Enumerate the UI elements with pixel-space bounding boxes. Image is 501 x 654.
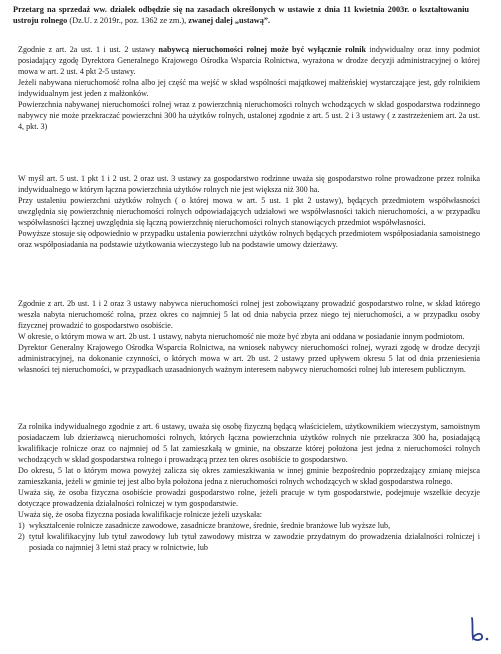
list-item <box>18 531 480 553</box>
paragraph: Przy ustaleniu powierzchni użytków rolnych ( o której mowa w art. 5 ust. 1 pkt 2 ustawy), będących przedmiotem współwłasności uwzględnia się powierzchnię nieruchomości rolnych odpowiadających udziałowi we współwłasności takich nieruchomości, a w przypadku współwłasności łącznej uwzględnia się łączną powierzchnię nieruchomości rolnych stanowiących przedmiot współwłasności. <box>18 196 480 227</box>
text-run: indywidualny oraz inny podmiot posiadający zgodę Dyrektora Generalnego Krajowego Ośrodka Wsparcia Rolnictwa, wyrażona w drodze decyzji administracyjnej o której mowa w art. 2 ust. 4 pkt 2-5 ustawy. <box>18 45 480 76</box>
qualifications-list <box>18 520 480 553</box>
paragraph: Uważa się, że osoba fizyczna osobiście prowadzi gospodarstwo rolne, jeżeli pracuje w tym gospodarstwie, podejmuje wszelkie decyzje dotyczące prowadzenia działalności rolniczej w tym gospodarstwie. <box>18 488 480 508</box>
paragraph: Za rolnika indywidualnego zgodnie z art. 6 ustawy, uważa się osobę fizyczną będącą właścicielem, użytkownikiem wieczystym, samoistnym posiadaczem lub dzierżawcą nieruchomości rolnych, których łączna powierzchnia użytków rolnych nie przekracza 300 ha, posiadającą kwalifikacje rolnicze oraz co najmniej od 5 lat zamieszkałą w gminie, na obszarze której położona jest jedna z nieruchomości rolnych wchodzących w skład gospodarstwa rolnego i prowadzącą przez ten okres osobiście to gospodarstwo. <box>18 422 480 464</box>
list-text: tytuł kwalifikacyjny lub tytuł zawodowy lub tytuł zawodowy mistrza w zawodzie przydatnym do prowadzenia działalności rolniczej i posiada co najmniej 3 letni staż pracy w rolnictwie, lub <box>29 532 480 552</box>
paragraph: W myśl art. 5 ust. 1 pkt 1 i 2 ust. 2 oraz ust. 3 ustawy za gospodarstwo rodzinne uważa się gospodarstwo rolne prowadzone przez rolnika indywidualnego w którym łączna powierzchnia użytków rolnych nie jest większa niż 300 ha. <box>18 174 480 194</box>
list-number: 1) <box>18 521 25 530</box>
paragraph: Jeżeli nabywana nieruchomość rolna albo jej część ma wejść w skład wspólności majątkowej małżeńskiej wystarczające jest, gdy rolnikiem indywidualnym jest jeden z małżonków. <box>18 78 480 98</box>
section-family-farm <box>18 173 480 250</box>
intro-text-c: zwanej dalej „ustawą”. <box>188 16 271 25</box>
paragraph: Do okresu, 5 lat o którym mowa powyżej zalicza się okres zamieszkiwania w innej gminie bezpośrednio poprzedzający zmianę miejsca zamieszkania, jeżeli w gminie tej jest albo była położona jedna z nieruchomości rolnych wchodzących w skład gospodarstwa rolnego. <box>18 466 480 486</box>
section-obligations <box>18 298 480 375</box>
paragraph: Powierzchnia nabywanej nieruchomości rolnej wraz z powierzchnią nieruchomości rolnych wchodzących w skład gospodarstwa rodzinnego nabywcy nie może przekraczać powierzchni 300 ha użytków rolnych, ustalonej zgodnie z art. 5 ust. 2 i 3 ustawy ( z zastrzeżeniem art. 2a ust. 4, pkt. 3) <box>18 100 480 131</box>
paragraph: Zgodnie z art. 2b ust. 1 i 2 oraz 3 ustawy nabywca nieruchomości rolnej jest zobowiązany prowadzić gospodarstwo rolne, w skład którego weszła nabyta nieruchomość rolna, przez okres co najmniej 5 lat od dnia nabycia przez niego tej nieruchomości, a w przypadku osoby fizycznej prowadzić to gospodarstwo osobiście. <box>18 299 480 330</box>
section-buyer-eligibility <box>18 44 480 132</box>
paragraph: W okresie, o którym mowa w art. 2b ust. 1 ustawy, nabyta nieruchomość nie może być zbyta ani oddana w posiadanie innym podmiotom. <box>18 332 465 341</box>
list-text: wykształcenie rolnicze zasadnicze zawodowe, zasadnicze branżowe, średnie, średnie branżowe lub wyższe lub, <box>29 521 391 530</box>
intro-text-a: Przetarg na sprzedaż ww. działek odbędzie się na zasadach określonych w ustawie z dnia 11 kwietnia 2003r. o kształtowaniu ustroju rolnego <box>13 5 469 25</box>
list-item <box>18 520 480 531</box>
list-number: 2) <box>18 532 25 541</box>
paragraph: Powyższe stosuje się odpowiednio w przypadku ustalenia powierzchni użytków rolnych będących przedmiotem współposiadania samoistnego oraz współposiadania na podstawie użytkowania wieczystego lub na podstawie umowy dzierżawy. <box>18 229 480 249</box>
paragraph: Dyrektor Generalny Krajowego Ośrodka Wsparcia Rolnictwa, na wniosek nabywcy nieruchomości rolnej, wyrazi zgodę w drodze decyzji administracyjnej, na dokonanie czynności, o których mowa w art. 2b ust. 2 ustawy przed upływem okresu 5 lat od dnia przeniesienia własności tej nieruchomości, w przypadkach uzasadnionych ważnym interesem nabywcy nieruchomości rolnej lub interesem publicznym. <box>18 343 480 374</box>
text-run: Zgodnie z art. 2a ust. 1 i ust. 2 ustawy <box>18 45 159 54</box>
paragraph: Uważa się, że osoba fizyczna posiada kwalifikacje rolnicze jeżeli uzyskała: <box>18 510 263 519</box>
bold-run: nabywcą nieruchomości rolnej może być wyłącznie rolnik <box>158 45 366 54</box>
section-individual-farmer <box>18 421 480 553</box>
handwritten-page-mark <box>466 614 496 644</box>
paragraph <box>18 44 480 77</box>
intro-text-b: (Dz.U. z 2019r., poz. 1362 ze zm.), <box>67 16 189 25</box>
intro-heading <box>13 4 469 26</box>
